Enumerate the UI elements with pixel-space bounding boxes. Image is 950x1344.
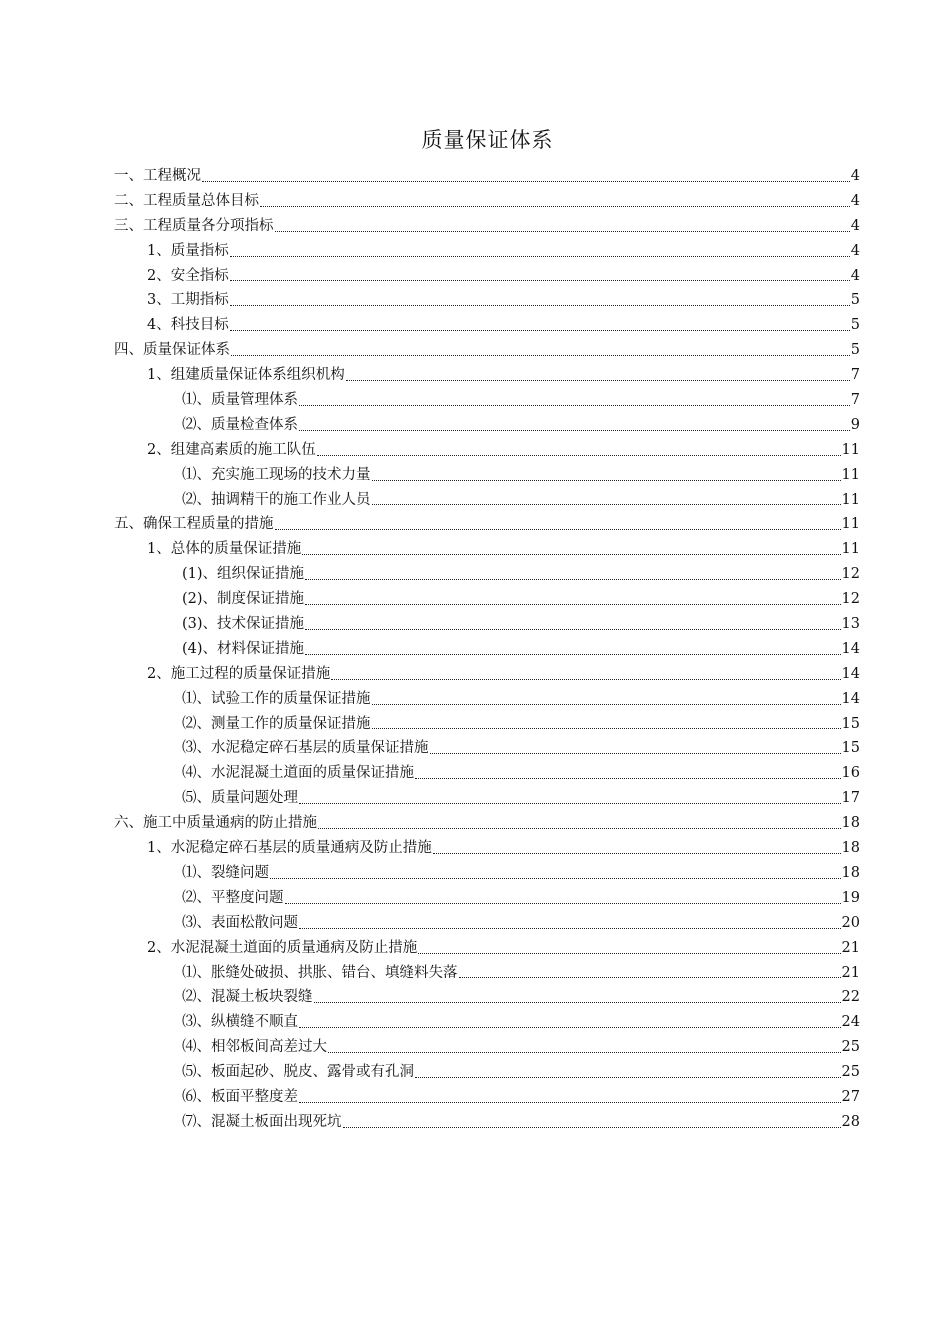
toc-dot-leader bbox=[328, 1052, 841, 1053]
toc-entry-label: 一、工程概况 bbox=[114, 168, 201, 184]
toc-dot-leader bbox=[230, 280, 850, 281]
toc-entry[interactable] bbox=[114, 587, 860, 612]
toc-entry-label: ⑵、混凝土板块裂缝 bbox=[182, 989, 313, 1006]
toc-entry-label: ⑵、质量检查体系 bbox=[182, 416, 298, 433]
toc-entry[interactable] bbox=[114, 1110, 860, 1135]
toc-entry[interactable] bbox=[114, 761, 860, 786]
toc-page-number: 4 bbox=[850, 242, 860, 259]
toc-dot-leader bbox=[299, 1102, 841, 1103]
toc-page-number: 11 bbox=[841, 491, 860, 508]
toc-entry-label: (3)、技术保证措施 bbox=[182, 616, 305, 633]
toc-dot-leader bbox=[305, 579, 841, 580]
toc-entry[interactable] bbox=[114, 637, 860, 662]
toc-page-number: 5 bbox=[850, 292, 860, 309]
toc-page-number: 4 bbox=[850, 192, 860, 209]
toc-page-number: 11 bbox=[841, 516, 860, 533]
toc-entry[interactable] bbox=[114, 1010, 860, 1035]
toc-dot-leader bbox=[343, 1127, 841, 1128]
toc-entry[interactable] bbox=[114, 1085, 860, 1110]
toc-entry-label: 2、施工过程的质量保证措施 bbox=[147, 665, 331, 682]
toc-page-number: 25 bbox=[841, 1064, 860, 1081]
toc-entry[interactable] bbox=[114, 662, 860, 687]
toc-entry-label: ⑴、胀缝处破损、拱胀、错台、填缝料失落 bbox=[182, 964, 458, 981]
toc-dot-leader bbox=[372, 704, 841, 705]
toc-dot-leader bbox=[415, 778, 841, 779]
toc-dot-leader bbox=[314, 1002, 841, 1003]
toc-entry[interactable] bbox=[114, 363, 860, 388]
toc-page-number: 14 bbox=[841, 690, 860, 707]
toc-page-number: 4 bbox=[850, 267, 860, 284]
toc-page-number: 11 bbox=[841, 466, 860, 483]
toc-entry[interactable] bbox=[114, 836, 860, 861]
toc-page-number: 25 bbox=[841, 1039, 860, 1056]
toc-entry-label: 1、总体的质量保证措施 bbox=[147, 541, 302, 558]
toc-entry-label: ⑶、水泥稳定碎石基层的质量保证措施 bbox=[182, 740, 429, 757]
toc-entry[interactable] bbox=[114, 512, 860, 537]
toc-dot-leader bbox=[285, 903, 841, 904]
toc-page-number: 15 bbox=[841, 740, 860, 757]
toc-entry[interactable] bbox=[114, 712, 860, 737]
toc-entry[interactable] bbox=[114, 687, 860, 712]
toc-entry[interactable] bbox=[114, 1060, 860, 1085]
toc-page-number: 21 bbox=[841, 939, 860, 956]
toc-entry-label: 4、科技目标 bbox=[147, 317, 229, 334]
toc-dot-leader bbox=[433, 853, 841, 854]
toc-page-number: 20 bbox=[841, 914, 860, 931]
toc-entry[interactable] bbox=[114, 264, 860, 289]
toc-entry[interactable] bbox=[114, 886, 860, 911]
toc-entry-label: 3、工期指标 bbox=[147, 292, 229, 309]
toc-entry[interactable] bbox=[114, 612, 860, 637]
toc-entry-label: 2、水泥混凝土道面的质量通病及防止措施 bbox=[147, 939, 418, 956]
toc-entry[interactable] bbox=[114, 189, 860, 214]
toc-page-number: 18 bbox=[841, 815, 860, 832]
toc-dot-leader bbox=[318, 828, 841, 829]
toc-page-number: 5 bbox=[850, 317, 860, 334]
toc-entry-label: 1、组建质量保证体系组织机构 bbox=[147, 367, 345, 384]
toc-entry-label: ⑵、抽调精干的施工作业人员 bbox=[182, 491, 371, 508]
toc-page-number: 11 bbox=[841, 441, 860, 458]
toc-page-number: 13 bbox=[841, 616, 860, 633]
toc-entry-label: ⑶、纵横缝不顺直 bbox=[182, 1014, 298, 1031]
toc-entry[interactable] bbox=[114, 214, 860, 239]
toc-entry-label: 1、质量指标 bbox=[147, 242, 229, 259]
toc-page-number: 9 bbox=[850, 416, 860, 433]
toc-entry-label: ⑴、裂缝问题 bbox=[182, 864, 269, 881]
toc-entry-label: ⑸、板面起砂、脱皮、露骨或有孔洞 bbox=[182, 1064, 414, 1081]
table-of-contents bbox=[114, 164, 860, 1135]
toc-entry[interactable] bbox=[114, 239, 860, 264]
toc-entry-label: ⑵、测量工作的质量保证措施 bbox=[182, 715, 371, 732]
toc-dot-leader bbox=[430, 753, 841, 754]
toc-entry[interactable] bbox=[114, 338, 860, 363]
toc-entry[interactable] bbox=[114, 861, 860, 886]
toc-page-number: 14 bbox=[841, 640, 860, 657]
toc-entry[interactable] bbox=[114, 288, 860, 313]
toc-entry[interactable] bbox=[114, 911, 860, 936]
toc-page-number: 15 bbox=[841, 715, 860, 732]
toc-page-number: 24 bbox=[841, 1014, 860, 1031]
toc-entry-label: (4)、材料保证措施 bbox=[182, 640, 305, 657]
toc-entry[interactable] bbox=[114, 388, 860, 413]
toc-dot-leader bbox=[299, 430, 850, 431]
toc-entry-label: 三、工程质量各分项指标 bbox=[114, 217, 274, 234]
toc-page-number: 28 bbox=[841, 1113, 860, 1130]
toc-dot-leader bbox=[372, 480, 841, 481]
toc-page-number: 19 bbox=[841, 889, 860, 906]
toc-dot-leader bbox=[372, 728, 841, 729]
toc-entry-label: 2、组建高素质的施工队伍 bbox=[147, 441, 316, 458]
toc-page-number: 12 bbox=[841, 591, 860, 608]
toc-entry-label: 五、确保工程质量的措施 bbox=[114, 516, 274, 533]
toc-dot-leader bbox=[260, 206, 850, 207]
toc-page-number: 27 bbox=[841, 1088, 860, 1105]
toc-page-number: 12 bbox=[841, 566, 860, 583]
toc-page-number: 22 bbox=[841, 989, 860, 1006]
toc-page-number: 4 bbox=[850, 217, 860, 234]
toc-entry-label: ⑴、质量管理体系 bbox=[182, 392, 298, 409]
toc-entry-label: ⑷、相邻板间高差过大 bbox=[182, 1039, 327, 1056]
toc-dot-leader bbox=[305, 654, 841, 655]
toc-page-number: 7 bbox=[850, 392, 860, 409]
toc-dot-leader bbox=[346, 380, 850, 381]
toc-dot-leader bbox=[270, 878, 841, 879]
toc-entry[interactable] bbox=[114, 537, 860, 562]
toc-entry-label: 六、施工中质量通病的防止措施 bbox=[114, 815, 317, 832]
toc-entry-label: 二、工程质量总体目标 bbox=[114, 192, 259, 209]
toc-entry-label: (1)、组织保证措施 bbox=[182, 566, 305, 583]
toc-dot-leader bbox=[230, 330, 850, 331]
toc-dot-leader bbox=[372, 504, 841, 505]
toc-entry-label: ⑶、表面松散问题 bbox=[182, 914, 298, 931]
toc-entry-label: ⑴、试验工作的质量保证措施 bbox=[182, 690, 371, 707]
toc-entry[interactable] bbox=[114, 961, 860, 986]
toc-dot-leader bbox=[459, 977, 841, 978]
toc-entry[interactable] bbox=[114, 164, 860, 189]
toc-dot-leader bbox=[305, 604, 841, 605]
toc-entry[interactable] bbox=[114, 1035, 860, 1060]
toc-dot-leader bbox=[302, 554, 840, 555]
toc-dot-leader bbox=[231, 355, 850, 356]
toc-dot-leader bbox=[275, 231, 850, 232]
toc-entry[interactable] bbox=[114, 811, 860, 836]
toc-dot-leader bbox=[418, 953, 840, 954]
toc-entry[interactable] bbox=[114, 562, 860, 587]
toc-entry-label: ⑴、充实施工现场的技术力量 bbox=[182, 466, 371, 483]
toc-dot-leader bbox=[202, 181, 850, 182]
toc-dot-leader bbox=[275, 529, 841, 530]
toc-entry-label: ⑵、平整度问题 bbox=[182, 889, 284, 906]
toc-dot-leader bbox=[305, 629, 841, 630]
toc-entry-label: 2、安全指标 bbox=[147, 267, 229, 284]
toc-dot-leader bbox=[299, 928, 841, 929]
toc-page-number: 18 bbox=[841, 864, 860, 881]
toc-dot-leader bbox=[331, 679, 840, 680]
toc-entry[interactable] bbox=[114, 488, 860, 513]
toc-page-number: 4 bbox=[850, 168, 860, 184]
toc-dot-leader bbox=[299, 405, 850, 406]
toc-entry-label: ⑺、混凝土板面出现死坑 bbox=[182, 1113, 342, 1130]
toc-page-number: 7 bbox=[850, 367, 860, 384]
toc-page-number: 21 bbox=[841, 964, 860, 981]
toc-page-number: 16 bbox=[841, 765, 860, 782]
toc-entry[interactable] bbox=[114, 786, 860, 811]
document-title: 质量保证体系 bbox=[421, 128, 554, 152]
toc-page-number: 18 bbox=[841, 840, 860, 857]
toc-page-number: 5 bbox=[850, 342, 860, 359]
toc-dot-leader bbox=[230, 305, 850, 306]
toc-page-number: 14 bbox=[841, 665, 860, 682]
toc-entry-label: ⑷、水泥混凝土道面的质量保证措施 bbox=[182, 765, 414, 782]
toc-entry[interactable] bbox=[114, 438, 860, 463]
toc-page-number: 17 bbox=[841, 790, 860, 807]
toc-entry-label: 1、水泥稳定碎石基层的质量通病及防止措施 bbox=[147, 840, 432, 857]
toc-entry-label: 四、质量保证体系 bbox=[114, 342, 230, 359]
toc-entry[interactable] bbox=[114, 736, 860, 761]
toc-dot-leader bbox=[415, 1077, 841, 1078]
toc-dot-leader bbox=[299, 1027, 841, 1028]
toc-entry-label: ⑹、板面平整度差 bbox=[182, 1088, 298, 1105]
toc-page-number: 11 bbox=[841, 541, 860, 558]
toc-dot-leader bbox=[230, 256, 850, 257]
toc-entry[interactable] bbox=[114, 985, 860, 1010]
toc-entry[interactable] bbox=[114, 936, 860, 961]
toc-entry[interactable] bbox=[114, 463, 860, 488]
toc-dot-leader bbox=[317, 455, 841, 456]
toc-entry-label: ⑸、质量问题处理 bbox=[182, 790, 298, 807]
toc-entry[interactable] bbox=[114, 313, 860, 338]
toc-dot-leader bbox=[299, 803, 841, 804]
toc-entry[interactable] bbox=[114, 413, 860, 438]
toc-entry-label: (2)、制度保证措施 bbox=[182, 591, 305, 608]
